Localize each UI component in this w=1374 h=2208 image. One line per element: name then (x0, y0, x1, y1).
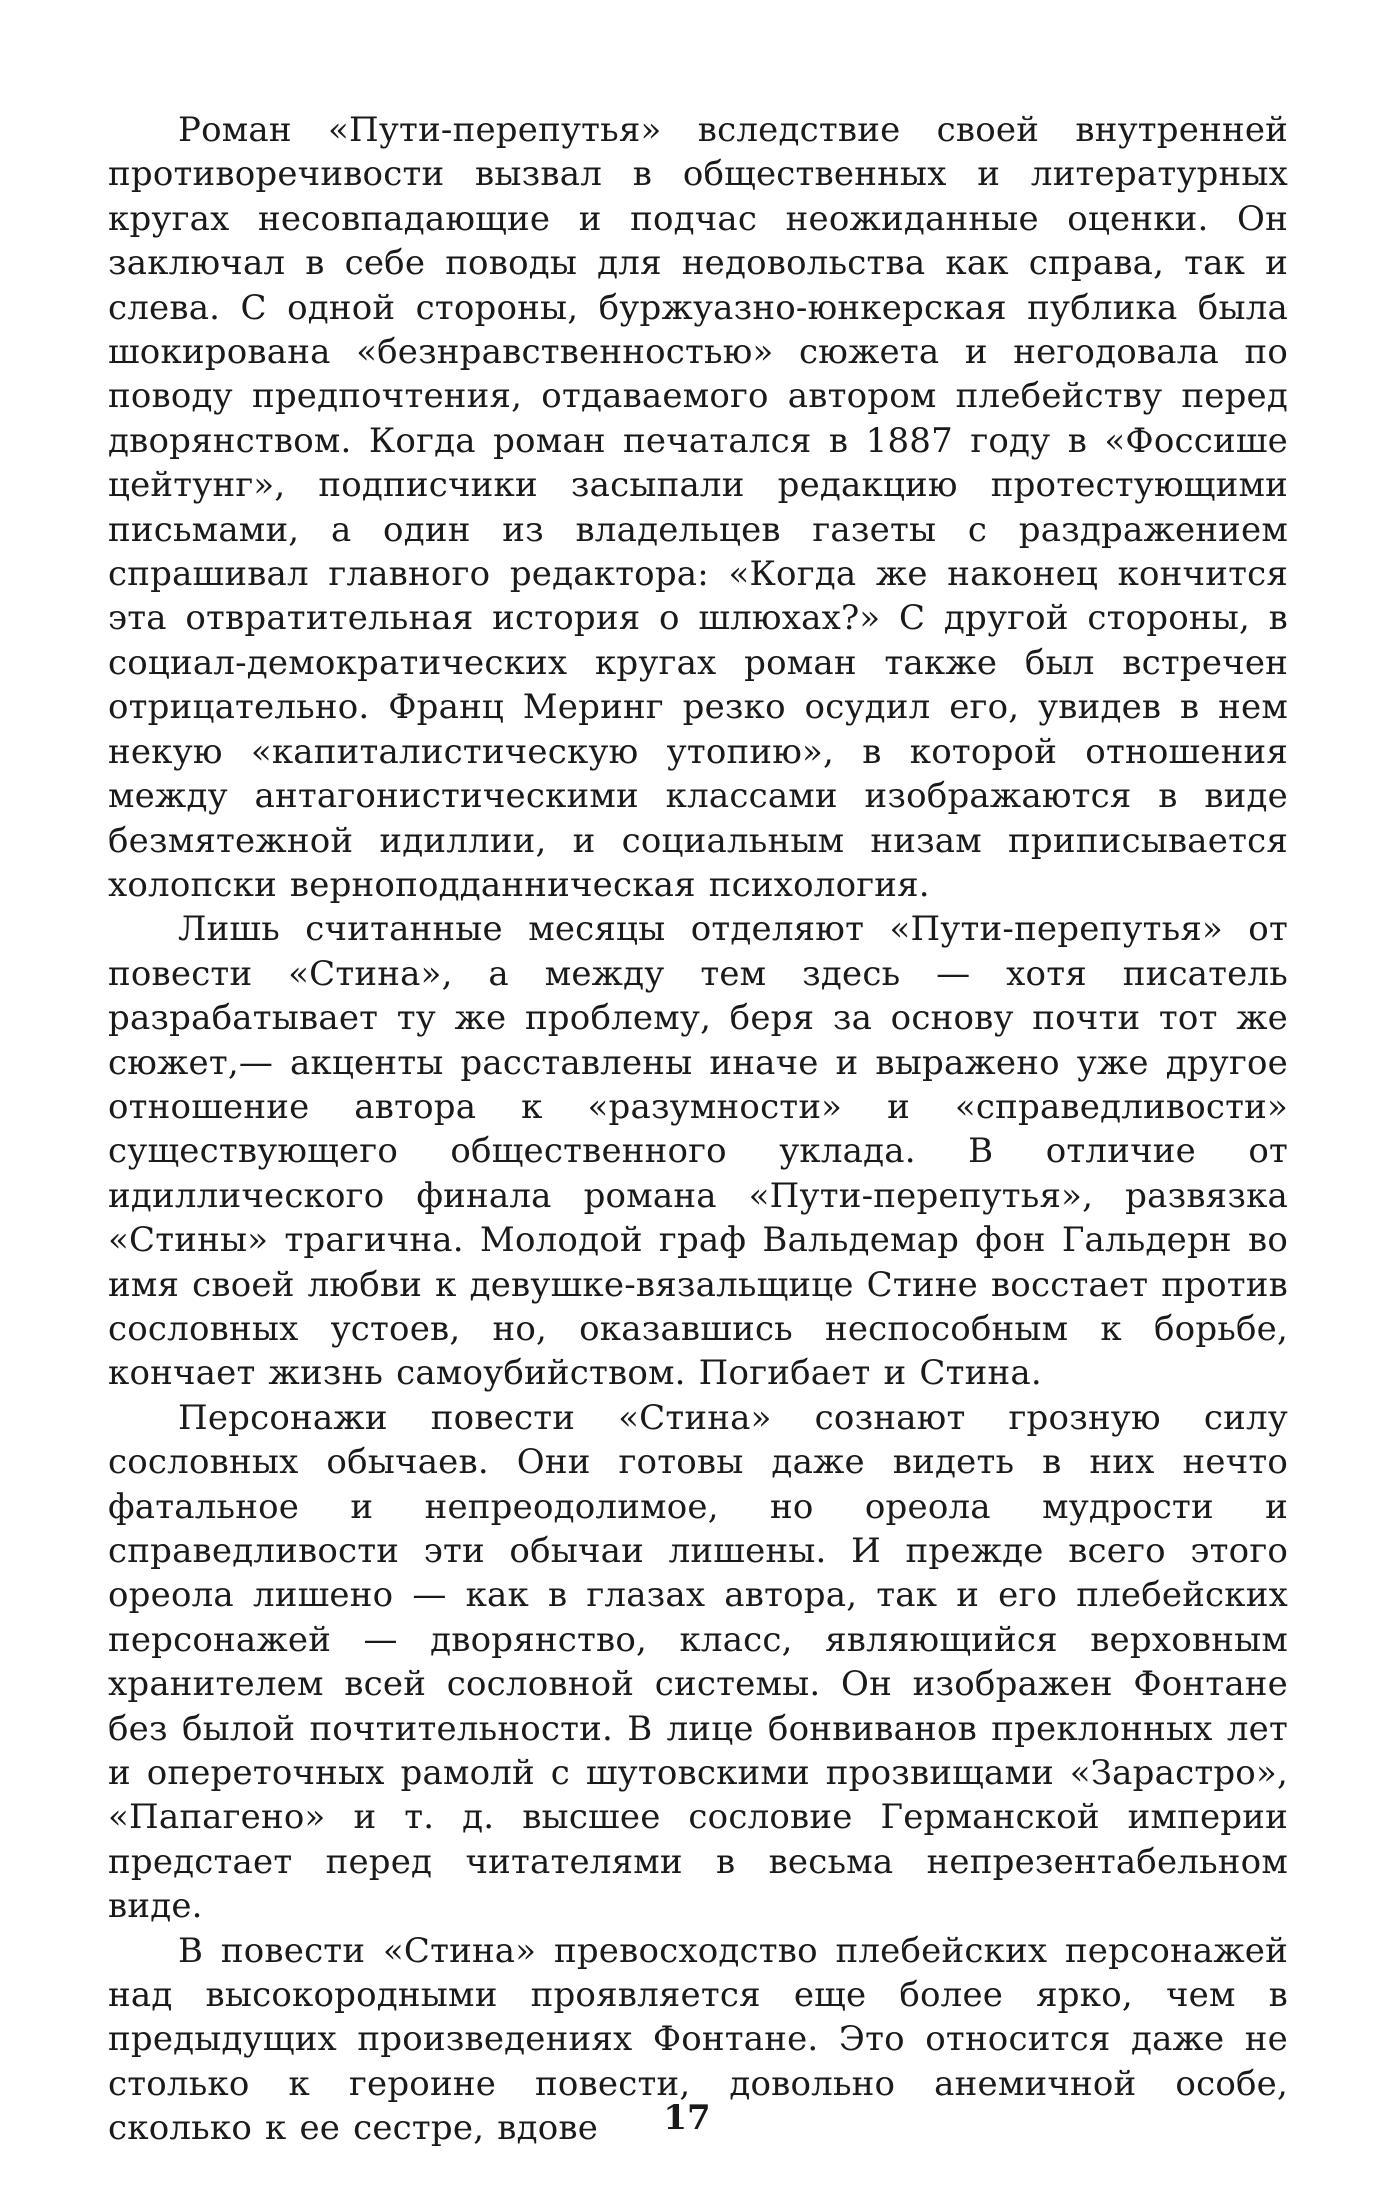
paragraph-4: В повести «Стина» превосходство плебейских персонажей над высокородными проявляется еще более ярко, чем в предыдущих произведениях Фонтане. Это относится даже не столько к героине повести, довольно анемичной особе, сколько к ее сестре, вдове (108, 1930, 1288, 2149)
paragraph-3: Персонажи повести «Стина» сознают грозную силу сословных обычаев. Они готовы даже видеть в них нечто фатальное и непреодолимое, но ореола мудрости и справедливости эти обычаи лишены. И прежде всего этого ореола лишено — как в глазах автора, так и его плебейских персонажей — дворянство, класс, являющийся верховным хранителем всей сословной системы. Он изображен Фонтане без былой почтительности. В лице бонвиванов преклонных лет и опереточных рамолй с шутовскими прозвищами «Зарастро», «Папагено» и т. д. высшее сословие Германской империи предстает перед читателями в весьма непрезентабельном виде. (108, 1397, 1288, 1927)
paragraph-1: Роман «Пути-перепутья» вследствие своей внутренней противоречивости вызвал в общественных и литературных кругах несовпадающие и подчас неожиданные оценки. Он заключал в себе поводы для недовольства как справа, так и слева. С одной стороны, буржуазно-юнкерская публика была шокирована «безнравственностью» сюжета и негодовала по поводу предпочтения, отдаваемого автором плебейству перед дворянством. Когда роман печатался в 1887 году в «Фоссише цейтунг», подписчики засыпали редакцию протестующими письмами, а один из владельцев газеты с раздражением спрашивал главного редактора: «Когда же наконец кончится эта отвратительная история о шлюхах?» С другой стороны, в социал-демократических кругах роман также был встречен отрицательно. Франц Меринг резко осудил его, увидев в нем некую «капиталистическую утопию», в которой отношения между антагонистическими классами изображаются в виде безмятежной идиллии, и социальным низам приписывается холопски верноподданническая психология. (108, 110, 1288, 905)
page-body (108, 108, 1288, 2149)
paragraph-2: Лишь считанные месяцы отделяют «Пути-перепутья» от повести «Стина», а между тем здесь — хотя писатель разрабатывает ту же проблему, беря за основу почти тот же сюжет,— акценты расставлены иначе и выражено уже другое отношение автора к «разумности» и «справедливости» существующего общественного уклада. В отличие от идиллического финала романа «Пути-перепутья», развязка «Стины» трагична. Молодой граф Вальдемар фон Гальдерн во имя своей любви к девушке-вязальщице Стине восстает против сословных устоев, но, оказавшись неспособным к борьбе, кончает жизнь самоубийством. Погибает и Стина. (108, 909, 1288, 1394)
page-number: 17 (663, 2098, 711, 2138)
